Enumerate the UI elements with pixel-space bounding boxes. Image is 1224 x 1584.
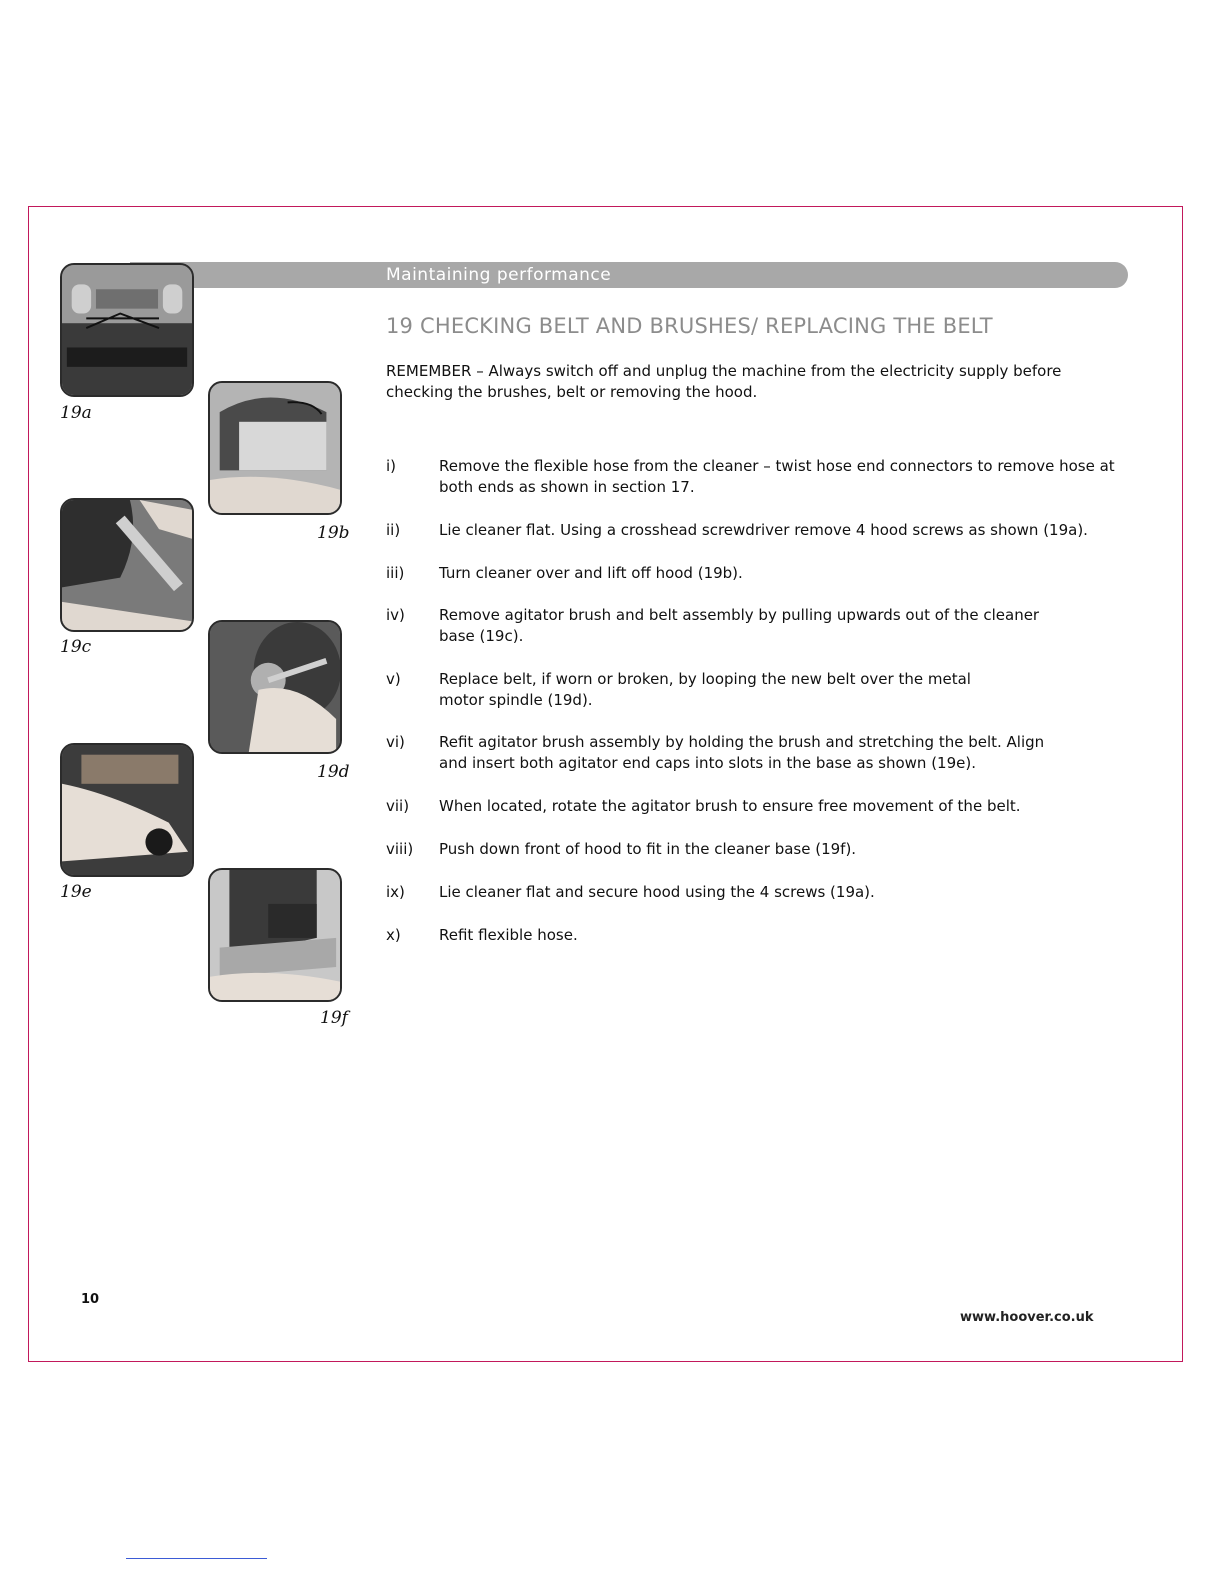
section-header-title: Maintaining performance [386, 265, 612, 285]
photo-19c [60, 498, 194, 632]
caption-19b: 19b [317, 523, 350, 543]
hood-refit-image [210, 870, 340, 1000]
step-text: Remove the flexible hose from the cleaner – twist hose end connectors to remove hose at both ends as shown in section 17. [439, 457, 1115, 496]
step-text: Lie cleaner flat. Using a crosshead screwdriver remove 4 hood screws as shown (19a). [439, 521, 1088, 539]
step-number: viii) [386, 840, 414, 858]
step-text: Refit agitator brush assembly by holding the brush and stretching the belt. Align and insert both agitator end caps into slots in the base as shown (19e). [439, 733, 1045, 772]
caption-19f: 19f [320, 1008, 348, 1028]
belt-replacement-image [210, 622, 340, 752]
step-text: Remove agitator brush and belt assembly by pulling upwards out of the cleaner base (19c). [439, 606, 1040, 645]
step-text: Replace belt, if worn or broken, by looping the new belt over the metal motor spindle (19d). [439, 670, 971, 709]
step-text: Refit flexible hose. [439, 926, 578, 944]
step-number: iii) [386, 564, 405, 582]
step-text: Turn cleaner over and lift off hood (19b). [439, 564, 743, 582]
photo-19a [60, 263, 194, 397]
step-text: Lie cleaner flat and secure hood using the 4 screws (19a). [439, 883, 875, 901]
remember-warning: REMEMBER – Always switch off and unplug the machine from the electricity supply before checking the brushes, belt or removing the hood. [386, 362, 1062, 401]
caption-19d: 19d [317, 762, 350, 782]
agitator-removal-image [62, 500, 192, 630]
step-number: vii) [386, 797, 410, 815]
step-number: x) [386, 926, 401, 944]
step-text: Push down front of hood to fit in the cleaner base (19f). [439, 840, 857, 858]
step-number: v) [386, 670, 401, 688]
step-number: vi) [386, 733, 405, 751]
website-link[interactable]: www.hoover.co.uk [960, 1310, 1094, 1325]
agitator-refit-image [62, 745, 192, 875]
bottom-rule [126, 1558, 267, 1559]
cleaner-underside-image [62, 265, 192, 395]
photo-19f [208, 868, 342, 1002]
hood-removal-image [210, 383, 340, 513]
photo-19e [60, 743, 194, 877]
photo-19b [208, 381, 342, 515]
step-number: ii) [386, 521, 401, 539]
caption-19c: 19c [60, 637, 92, 657]
step-number: ix) [386, 883, 405, 901]
section-header-bar [130, 262, 1128, 288]
caption-19e: 19e [60, 882, 92, 902]
page-number: 10 [81, 1292, 100, 1307]
photo-19d [208, 620, 342, 754]
caption-19a: 19a [60, 403, 92, 423]
section-title: 19 CHECKING BELT AND BRUSHES/ REPLACING THE BELT [386, 314, 993, 338]
step-number: iv) [386, 606, 405, 624]
step-number: i) [386, 457, 397, 475]
step-text: When located, rotate the agitator brush to ensure free movement of the belt. [439, 797, 1021, 815]
